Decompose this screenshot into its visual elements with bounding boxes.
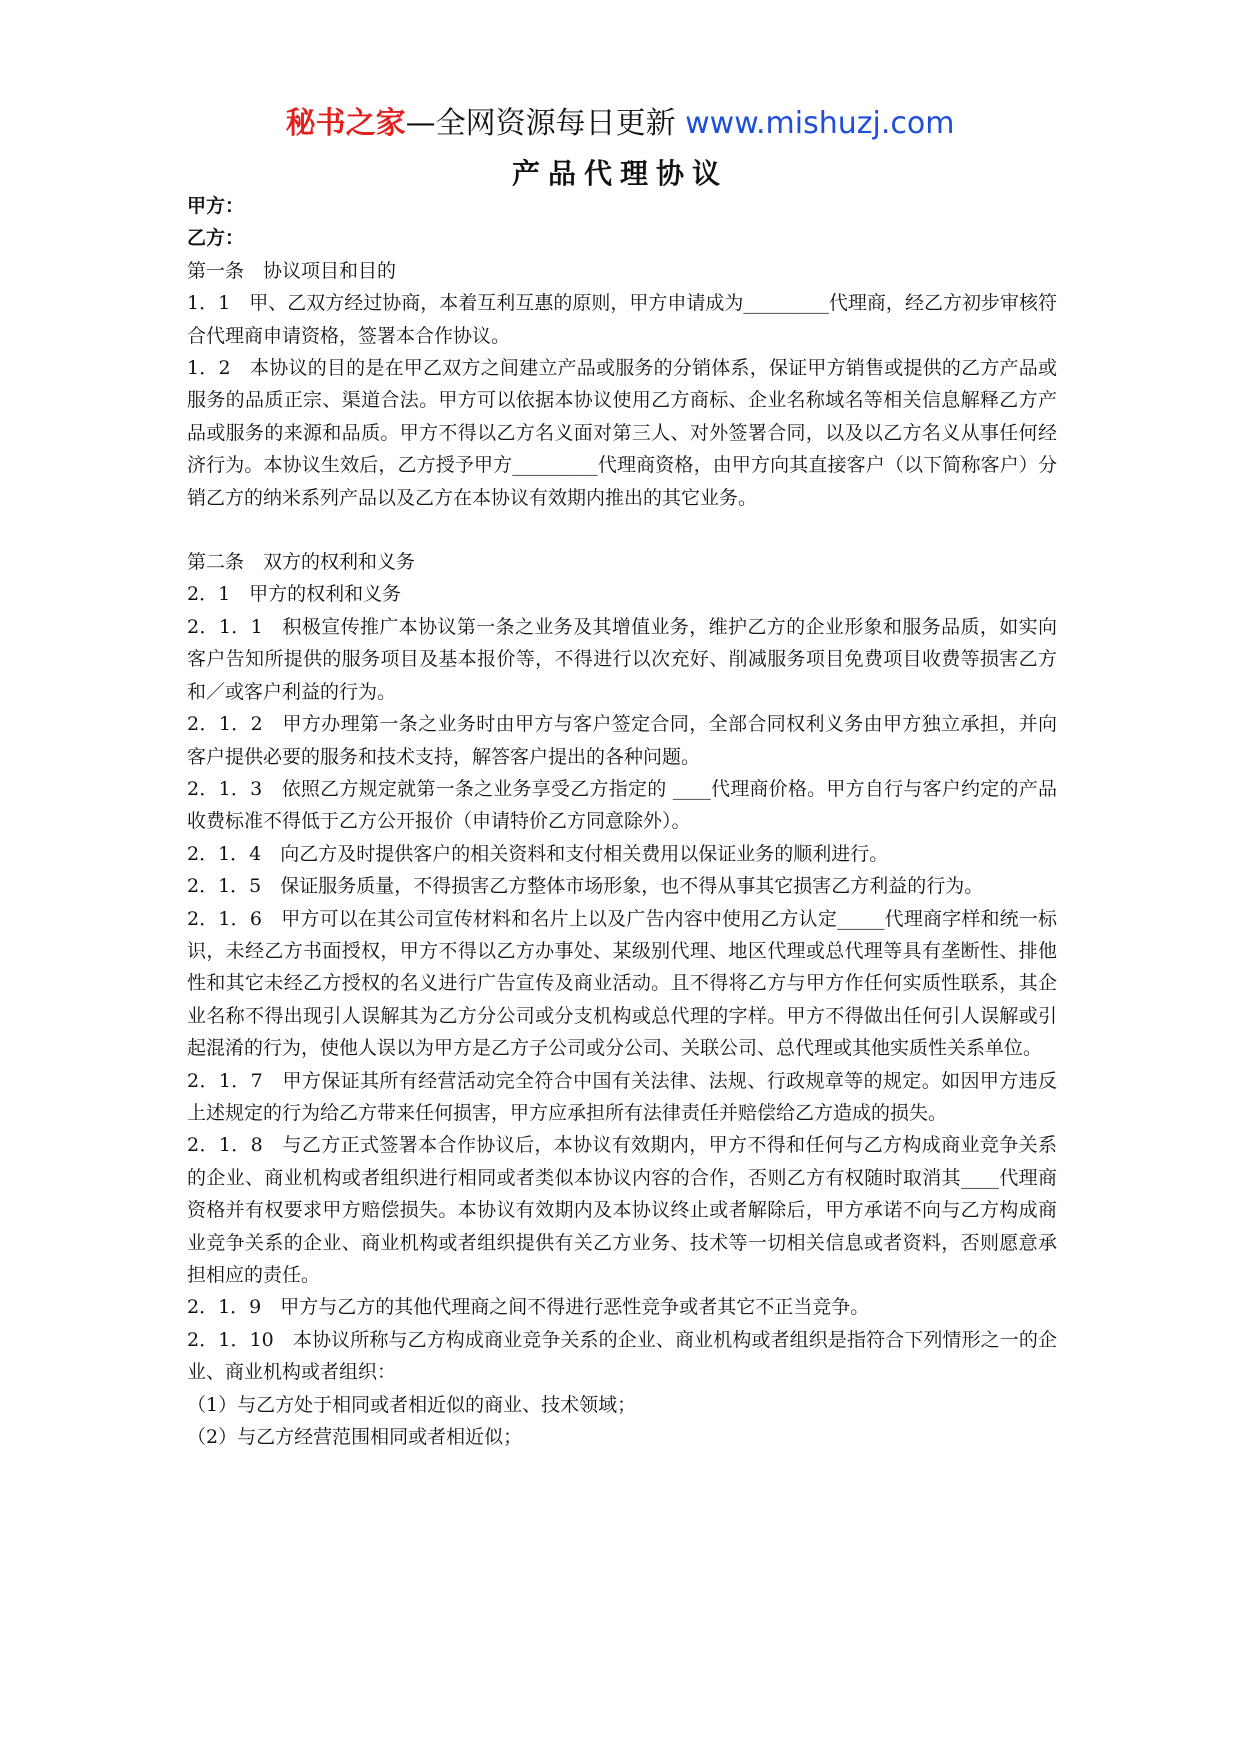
site-slogan: —全网资源每日更新	[405, 106, 686, 141]
clause-2-1-9: 2．1．9 甲方与乙方的其他代理商之间不得进行恶性竞争或者其它不正当竞争。	[187, 1296, 870, 1319]
document-title: 产品代理协议	[511, 157, 728, 190]
clause-1-2: 1．2 本协议的目的是在甲乙双方之间建立产品或服务的分销体系，保证甲方销售或提供的乙方产品或服务的品质正宗、渠道合法。甲方可以依据本协议使用乙方商标、企业名称域名等相关信息解释乙方产品或服务的来源和品质。甲方不得以乙方名义面对第三人、对外签署合同，以及以乙方名义从事任何经济行为。本协议生效后，乙方授予甲方_________代理商资格，由甲方向其直接客户（以下简称客户）分销乙方的纳米系列产品以及乙方在本协议有效期内推出的其它业务。	[187, 357, 1057, 509]
list-item-1: （1）与乙方处于相同或者相近似的商业、技术领域；	[187, 1393, 637, 1416]
clause-2-1-5: 2．1．5 保证服务质量，不得损害乙方整体市场形象，也不得从事其它损害乙方利益的行为。	[187, 875, 984, 898]
site-brand: 秘书之家	[285, 106, 406, 141]
clause-1-1: 1．1 甲、乙双方经过协商，本着互利互惠的原则，甲方申请成为_________代理商，经乙方初步审核符合代理商申请资格，签署本合作协议。	[187, 292, 1057, 347]
clause-2-1: 2．1 甲方的权利和义务	[187, 583, 402, 606]
clause-2-1-10: 2．1．10 本协议所称与乙方构成商业竞争关系的企业、商业机构或者组织是指符合下列情形之一的企业、商业机构或者组织：	[187, 1328, 1057, 1384]
list-item-2: （2）与乙方经营范围相同或者相近似；	[187, 1426, 523, 1449]
party-a-label: 甲方：	[187, 195, 245, 217]
clause-2-1-8: 2．1．8 与乙方正式签署本合作协议后，本协议有效期内，甲方不得和任何与乙方构成商业竞争关系的企业、商业机构或者组织进行相同或者类似本协议内容的合作，否则乙方有权随时取消其____代理商资格并有权要求甲方赔偿损失。本协议有效期内及本协议终止或者解除后，甲方承诺不向与乙方构成商业竞争关系的企业、商业机构或者组织提供有关乙方业务、技术等一切相关信息或者资料，否则愿意承担相应的责任。	[187, 1134, 1057, 1286]
clause-2-1-4: 2．1．4 向乙方及时提供客户的相关资料和支付相关费用以保证业务的顺利进行。	[187, 842, 889, 865]
party-b-label: 乙方：	[187, 227, 245, 250]
site-url[interactable]: www.mishuzj.com	[685, 106, 955, 141]
clause-2-1-3: 2．1．3 依照乙方规定就第一条之业务享受乙方指定的 ____代理商价格。甲方自行与客户约定的产品收费标准不得低于乙方公开报价（申请特价乙方同意除外）。	[187, 777, 1057, 833]
clause-2-1-7: 2．1．7 甲方保证其所有经营活动完全符合中国有关法律、法规、行政规章等的规定。如因甲方违反上述规定的行为给乙方带来任何损害，甲方应承担所有法律责任并赔偿给乙方造成的损失。	[187, 1069, 1057, 1124]
clause-2-1-1: 2．1．1 积极宣传推广本协议第一条之业务及其增值业务，维护乙方的企业形象和服务品质，如实向客户告知所提供的服务项目及基本报价等，不得进行以次充好、削减服务项目免费项目收费等损害乙方和／或客户利益的行为。	[187, 615, 1057, 703]
document-body	[187, 190, 1057, 1453]
article-1-heading: 第一条 协议项目和目的	[187, 259, 397, 282]
clause-2-1-2: 2．1．2 甲方办理第一条之业务时由甲方与客户签定合同，全部合同权利义务由甲方独立承担，并向客户提供必要的服务和技术支持，解答客户提出的各种问题。	[187, 713, 1057, 768]
blank-line	[187, 514, 1057, 546]
site-header	[0, 104, 1240, 144]
article-2-heading: 第二条 双方的权利和义务	[187, 551, 416, 574]
clause-2-1-6: 2．1．6 甲方可以在其公司宣传材料和名片上以及广告内容中使用乙方认定_____代理商字样和统一标识，未经乙方书面授权，甲方不得以乙方办事处、某级别代理、地区代理或总代理等具有垄断性、排他性和其它未经乙方授权的名义进行广告宣传及商业活动。且不得将乙方与甲方作任何实质性联系，其企业名称不得出现引人误解其为乙方分公司或分支机构或总代理的字样。甲方不得做出任何引人误解或引起混淆的行为，使他人误以为甲方是乙方子公司或分公司、关联公司、总代理或其他实质性关系单位。	[187, 907, 1057, 1060]
